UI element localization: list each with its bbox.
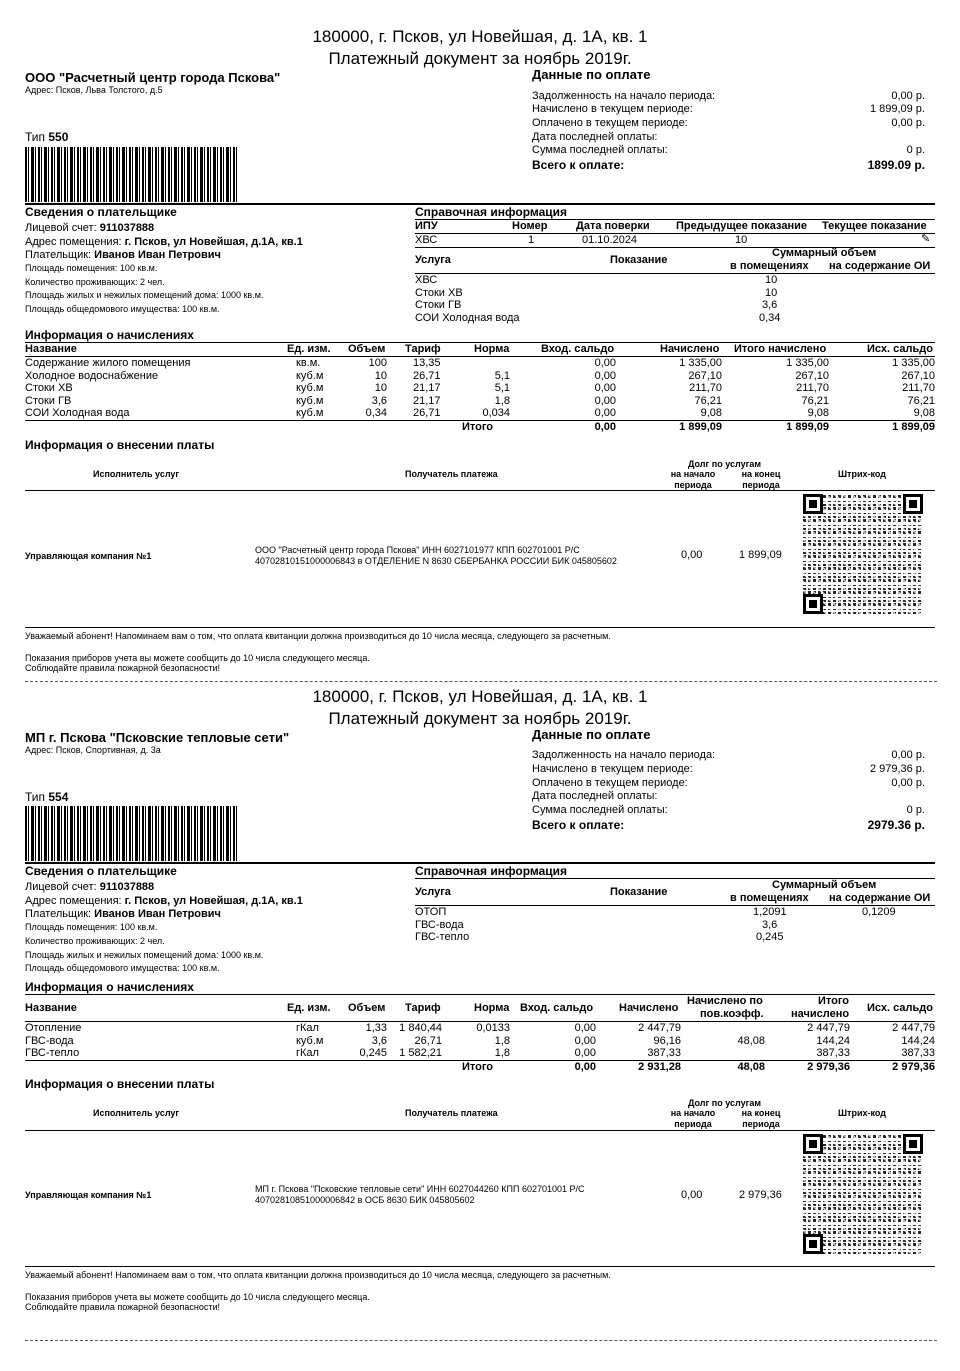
charge-cell: 211,70 xyxy=(796,382,829,395)
charges-total: 2 931,28 xyxy=(638,1061,681,1073)
ref-row-prem: 3,6 xyxy=(762,919,778,931)
recipient-line: 40702810151000006843 в ОТДЕЛЕНИЕ N 8630 СБЕРБАНКА РОССИИ БИК 045805602 xyxy=(255,556,617,566)
charge-cell: кв.м. xyxy=(296,357,321,369)
debt-start-header: на начало периода xyxy=(670,1108,716,1129)
charge-cell: 144,24 xyxy=(901,1034,935,1047)
pay-row-label: Начислено в текущем периоде: xyxy=(532,103,693,115)
org-name: ООО "Расчетный центр города Пскова" xyxy=(25,70,281,85)
barcode-header: Штрих-код xyxy=(838,1108,886,1118)
type-label: Тип 550 xyxy=(25,130,69,144)
charge-cell: 100 xyxy=(368,357,387,369)
recipient-line: 40702810851000006842 в ОСБ 8630 БИК 045805602 xyxy=(255,1195,475,1205)
document-title: Платежный документ за ноябрь 2019г. xyxy=(328,49,632,68)
charge-cell: 21,17 xyxy=(413,382,441,395)
charges-header: Норма xyxy=(474,343,510,355)
ref-for-oi: на содержание ОИ xyxy=(829,892,931,904)
payer-detail: Площадь общедомового имущества: 100 кв.м. xyxy=(25,963,220,973)
charge-cell: 211,70 xyxy=(689,382,722,395)
ref-row-name: ОТОП xyxy=(415,906,447,918)
pay-row-value: 0,00 р. xyxy=(891,777,925,789)
charge-cell: 9,08 xyxy=(913,407,935,420)
notice: Уважаемый абонент! Напоминаем вам о том, что оплата квитанции должна производиться до 10 числа месяца, следующего за расчетным. xyxy=(25,1270,611,1280)
payer-detail: Площадь общедомового имущества: 100 кв.м. xyxy=(25,304,220,314)
executor: Управляющая компания №1 xyxy=(25,551,152,561)
barcode xyxy=(25,806,239,861)
pay-row-label: Сумма последней оплаты: xyxy=(532,804,668,816)
charges-header: Норма xyxy=(474,1002,510,1014)
pay-row-value: 0,00 р. xyxy=(891,90,925,102)
charge-cell: 10 xyxy=(374,382,387,395)
charges-total: 2 979,36 xyxy=(892,1061,935,1073)
charge-cell: 5,1 xyxy=(494,369,510,382)
payer-detail: Количество проживающих: 2 чел. xyxy=(25,277,165,287)
ref-row-prem: 3,6 xyxy=(762,299,778,311)
pay-row-label: Начислено в текущем периоде: xyxy=(532,763,693,775)
ref-row-name: Стоки ГВ xyxy=(415,299,462,311)
debt-start: 0,00 xyxy=(681,1189,703,1201)
ref-row-oi: 0,1209 xyxy=(862,906,896,918)
recipient-header: Получатель платежа xyxy=(405,1108,498,1118)
charge-cell: 13,35 xyxy=(413,357,441,369)
charge-cell: 26,71 xyxy=(414,1034,442,1047)
charge-cell: 0,0133 xyxy=(476,1022,510,1034)
charge-cell: 2 447,79 xyxy=(892,1022,935,1034)
address-title: 180000, г. Псков, ул Новейшая, д. 1А, кв. 1 xyxy=(312,27,648,46)
charge-cell: 76,21 xyxy=(801,394,829,407)
ref-row-prem: 10 xyxy=(765,274,778,286)
pay-row-label: Оплачено в текущем периоде: xyxy=(532,117,688,129)
charges-total: 2 979,36 xyxy=(807,1061,850,1073)
ipu-header: Номер xyxy=(512,220,548,232)
charge-cell: 2 447,79 xyxy=(807,1022,850,1034)
ref-row-prem: 1,2091 xyxy=(753,906,787,918)
payer-detail: Площадь жилых и нежилых помещений дома: 1000 кв.м. xyxy=(25,950,264,960)
charge-cell: 1,33 xyxy=(365,1022,387,1034)
charge-cell: 5,1 xyxy=(494,382,510,395)
charges-header: начислено xyxy=(791,1008,850,1020)
charge-cell: 9,08 xyxy=(807,407,829,420)
charge-cell: 267,10 xyxy=(901,369,935,382)
charge-cell: 387,33 xyxy=(647,1047,681,1060)
ref-row-name: ХВС xyxy=(415,274,438,286)
charge-cell: 211,70 xyxy=(902,382,935,395)
charges-total: 1 899,09 xyxy=(892,421,935,433)
charge-cell: куб.м xyxy=(296,382,324,395)
charge-cell: 96,16 xyxy=(653,1034,681,1047)
pay-row-label: Дата последней оплаты: xyxy=(532,790,658,802)
debt-end-header: на конец периода xyxy=(741,1108,781,1129)
ref-title: Справочная информация xyxy=(415,205,568,219)
pencil-icon[interactable]: ✎ xyxy=(921,233,931,245)
ipu-header: Предыдущее показание xyxy=(676,220,808,232)
payer-detail: Площадь жилых и нежилых помещений дома: 1000 кв.м. xyxy=(25,290,264,300)
charges-header: Ед. изм. xyxy=(287,343,331,355)
pay-data-title: Данные по оплате xyxy=(532,67,651,82)
debt-start: 0,00 xyxy=(681,549,703,561)
charge-cell: 1,8 xyxy=(494,1047,510,1060)
charge-cell: 387,33 xyxy=(901,1047,935,1060)
pay-row-value: 0,00 р. xyxy=(891,117,925,129)
ref-row-name: ГВС-вода xyxy=(415,919,464,931)
pay-row-value: 0 р. xyxy=(906,804,925,816)
ipu-header: Текущее показание xyxy=(822,220,927,232)
charge-cell: 2 447,79 xyxy=(638,1022,681,1034)
premises: Адрес помещения: г. Псков, ул Новейшая, д.1А, кв.1 xyxy=(25,236,303,248)
charge-cell: 10 xyxy=(374,369,387,382)
charges-title: Информация о начислениях xyxy=(25,328,194,342)
charge-cell: 26,71 xyxy=(413,369,441,382)
charge-cell: 0,00 xyxy=(574,1047,596,1060)
notice: Соблюдайте правила пожарной безопасности! xyxy=(25,663,221,673)
charge-name: ГВС-тепло xyxy=(25,1047,80,1060)
charge-cell: 0,00 xyxy=(594,369,616,382)
debt-header: Долг по услугам xyxy=(688,1098,761,1108)
charges-total-label: Итого xyxy=(462,1061,494,1073)
charge-cell: 1 335,00 xyxy=(679,357,722,369)
charge-name: ГВС-вода xyxy=(25,1034,74,1047)
charges-header: Исх. сальдо xyxy=(867,1002,933,1014)
ref-in-premises: в помещениях xyxy=(730,892,809,904)
charge-cell: 1 335,00 xyxy=(786,357,829,369)
charge-cell: 76,21 xyxy=(694,394,722,407)
charge-cell: 1 840,44 xyxy=(399,1022,442,1034)
charge-cell: 0,00 xyxy=(594,407,616,420)
charge-cell: гКал xyxy=(296,1022,319,1034)
payer: Плательщик: Иванов Иван Петрович xyxy=(25,249,221,261)
charges-header: Начислено xyxy=(660,343,720,355)
charges-header: Объем xyxy=(348,1002,386,1014)
charge-cell: 387,33 xyxy=(816,1047,850,1060)
charge-cell: 3,6 xyxy=(371,394,387,407)
charge-cell: гКал xyxy=(296,1047,319,1060)
charge-name: Содержание жилого помещения xyxy=(25,357,191,369)
notice: Показания приборов учета вы можете сообщить до 10 числа следующего месяца. xyxy=(25,1292,370,1302)
ref-reading-header: Показание xyxy=(610,886,668,898)
total-value: 1899.09 р. xyxy=(867,158,925,172)
charges-total: 1 899,09 xyxy=(786,421,829,433)
charges-total-label: Итого xyxy=(462,421,494,433)
account: Лицевой счет: 911037888 xyxy=(25,222,155,234)
org-name: МП г. Пскова "Псковские тепловые сети" xyxy=(25,730,290,745)
ref-row-name: ГВС-тепло xyxy=(415,931,470,943)
ref-for-oi: на содержание ОИ xyxy=(829,260,931,272)
pay-data-title: Данные по оплате xyxy=(532,727,651,742)
total-label: Всего к оплате: xyxy=(532,818,625,832)
charges-header: Название xyxy=(25,343,77,355)
ipu-cell: 01.10.2024 xyxy=(582,234,638,246)
charge-cell: 0,34 xyxy=(365,407,387,420)
charge-cell: 21,17 xyxy=(413,394,441,407)
charge-cell: куб.м xyxy=(296,1034,324,1047)
debt-end-header: на конец периода xyxy=(741,469,781,490)
premises: Адрес помещения: г. Псков, ул Новейшая, д.1А, кв.1 xyxy=(25,895,303,907)
charge-name: СОИ Холодная вода xyxy=(25,407,130,420)
charge-cell: 0,00 xyxy=(574,1034,596,1047)
charges-header: Исх. сальдо xyxy=(867,343,933,355)
payer-title: Сведения о плательщике xyxy=(25,864,177,878)
ipu-cell: 1 xyxy=(528,234,535,246)
charges-total: 0,00 xyxy=(594,421,616,433)
charge-cell: 0,00 xyxy=(594,357,616,369)
payer-detail: Площадь помещения: 100 кв.м. xyxy=(25,263,158,273)
charge-name: Стоки ГВ xyxy=(25,394,72,407)
charges-header: Итого начислено xyxy=(734,343,827,355)
ref-reading-header: Показание xyxy=(610,254,668,266)
pay-row-label: Сумма последней оплаты: xyxy=(532,144,668,156)
charge-cell: 0,00 xyxy=(594,382,616,395)
recipient-line: ООО "Расчетный центр города Пскова" ИНН 6027101977 КПП 602701001 Р/С xyxy=(255,545,580,555)
charge-cell: 76,21 xyxy=(907,394,935,407)
ref-sum-header: Суммарный объем xyxy=(772,879,877,891)
charges-header: Итого xyxy=(818,995,850,1007)
ref-row-prem: 0,245 xyxy=(756,931,784,943)
org-address: Адрес: Псков, Спортивная, д. 3а xyxy=(25,745,161,755)
cut-line xyxy=(25,1340,937,1341)
ref-service-header: Услуга xyxy=(415,254,451,266)
payer-detail: Количество проживающих: 2 чел. xyxy=(25,936,165,946)
charge-cell: 9,08 xyxy=(700,407,722,420)
charges-title: Информация о начислениях xyxy=(25,980,194,994)
ref-in-premises: в помещениях xyxy=(730,260,809,272)
charges-header: Объем xyxy=(348,343,386,355)
ipu-cell: ХВС xyxy=(415,234,438,246)
pay-row-label: Оплачено в текущем периоде: xyxy=(532,777,688,789)
total-label: Всего к оплате: xyxy=(532,158,625,172)
charges-total: 1 899,09 xyxy=(679,421,722,433)
charges-header: Тариф xyxy=(405,343,441,355)
pay-row-label: Дата последней оплаты: xyxy=(532,131,658,143)
charges-header: Начислено xyxy=(619,1002,679,1014)
executor: Управляющая компания №1 xyxy=(25,1190,152,1200)
charge-cell: 1,8 xyxy=(494,1034,510,1047)
charges-header: Тариф xyxy=(405,1002,441,1014)
ref-row-prem: 10 xyxy=(765,287,778,299)
ipu-header: ИПУ xyxy=(415,220,438,232)
charges-header: Название xyxy=(25,1002,77,1014)
charges-total: 48,08 xyxy=(737,1061,765,1073)
payer: Плательщик: Иванов Иван Петрович xyxy=(25,908,221,920)
barcode-header: Штрих-код xyxy=(838,469,886,479)
charge-cell: 3,6 xyxy=(371,1034,387,1047)
debt-end: 1 899,09 xyxy=(739,549,782,561)
charges-header: Начислено по xyxy=(687,995,763,1007)
ref-sum-header: Суммарный объем xyxy=(772,247,877,259)
account: Лицевой счет: 911037888 xyxy=(25,881,155,893)
payer-detail: Площадь помещения: 100 кв.м. xyxy=(25,922,158,932)
charge-cell: 48,08 xyxy=(737,1034,765,1047)
debt-end: 2 979,36 xyxy=(739,1189,782,1201)
pay-row-value: 0,00 р. xyxy=(891,749,925,761)
charge-name: Холодное водоснабжение xyxy=(25,369,159,382)
charge-cell: куб.м xyxy=(296,407,324,420)
total-value: 2979.36 р. xyxy=(867,818,925,832)
charge-name: Отопление xyxy=(25,1022,82,1034)
pay-row-label: Задолженность на начало периода: xyxy=(532,749,716,761)
type-label: Тип 554 xyxy=(25,790,69,804)
executor-header: Исполнитель услуг xyxy=(93,1108,180,1118)
charge-cell: 267,10 xyxy=(795,369,829,382)
payment-title: Информация о внесении платы xyxy=(25,1077,215,1091)
ref-row-name: Стоки ХВ xyxy=(415,287,463,299)
charge-cell: 267,10 xyxy=(688,369,722,382)
charge-cell: 1 335,00 xyxy=(892,357,935,369)
payment-title: Информация о внесении платы xyxy=(25,438,215,452)
charge-cell: 0,034 xyxy=(482,407,510,420)
charges-header: Ед. изм. xyxy=(287,1002,331,1014)
notice: Соблюдайте правила пожарной безопасности! xyxy=(25,1302,221,1312)
charge-cell: 1 582,21 xyxy=(399,1047,442,1060)
charges-total: 0,00 xyxy=(574,1061,596,1073)
pay-row-label: Задолженность на начало периода: xyxy=(532,90,716,102)
org-address: Адрес: Псков, Льва Толстого, д.5 xyxy=(25,85,163,95)
pay-row-value: 2 979,36 р. xyxy=(869,763,925,775)
charge-cell: куб.м xyxy=(296,369,324,382)
ipu-cell: 10 xyxy=(735,234,748,246)
notice: Показания приборов учета вы можете сообщить до 10 числа следующего месяца. xyxy=(25,653,370,663)
executor-header: Исполнитель услуг xyxy=(93,469,180,479)
charge-cell: 0,00 xyxy=(594,394,616,407)
ref-row-name: СОИ Холодная вода xyxy=(415,312,520,324)
ref-service-header: Услуга xyxy=(415,886,451,898)
charge-cell: 26,71 xyxy=(413,407,441,420)
charge-cell: куб.м xyxy=(296,394,324,407)
ref-row-prem: 0,34 xyxy=(759,312,781,324)
charges-header: Вход. сальдо xyxy=(520,1002,594,1014)
notice: Уважаемый абонент! Напоминаем вам о том, что оплата квитанции должна производиться до 10 числа месяца, следующего за расчетным. xyxy=(25,631,611,641)
recipient-line: МП г. Пскова "Псковские тепловые сети" ИНН 6027044260 КПП 602701001 Р/С xyxy=(255,1184,585,1194)
recipient-header: Получатель платежа xyxy=(405,469,498,479)
qr-code xyxy=(803,1134,923,1254)
charge-cell: 0,00 xyxy=(574,1022,596,1034)
pay-row-value: 1 899,09 р. xyxy=(869,103,925,115)
address-title: 180000, г. Псков, ул Новейшая, д. 1А, кв. 1 xyxy=(312,687,648,706)
debt-start-header: на начало периода xyxy=(670,469,716,490)
charge-cell: 1,8 xyxy=(494,394,510,407)
charge-name: Стоки ХВ xyxy=(25,382,73,395)
document-title: Платежный документ за ноябрь 2019г. xyxy=(328,709,632,728)
pay-row-value: 0 р. xyxy=(906,144,925,156)
charge-cell: 0,245 xyxy=(359,1047,387,1060)
ipu-header: Дата поверки xyxy=(576,220,650,232)
debt-header: Долг по услугам xyxy=(688,459,761,469)
charges-header: пов.коэфф. xyxy=(700,1008,764,1020)
charge-cell: 144,24 xyxy=(816,1034,850,1047)
ref-title: Справочная информация xyxy=(415,864,568,878)
payer-title: Сведения о плательщике xyxy=(25,205,177,219)
charges-header: Вход. сальдо xyxy=(541,343,615,355)
